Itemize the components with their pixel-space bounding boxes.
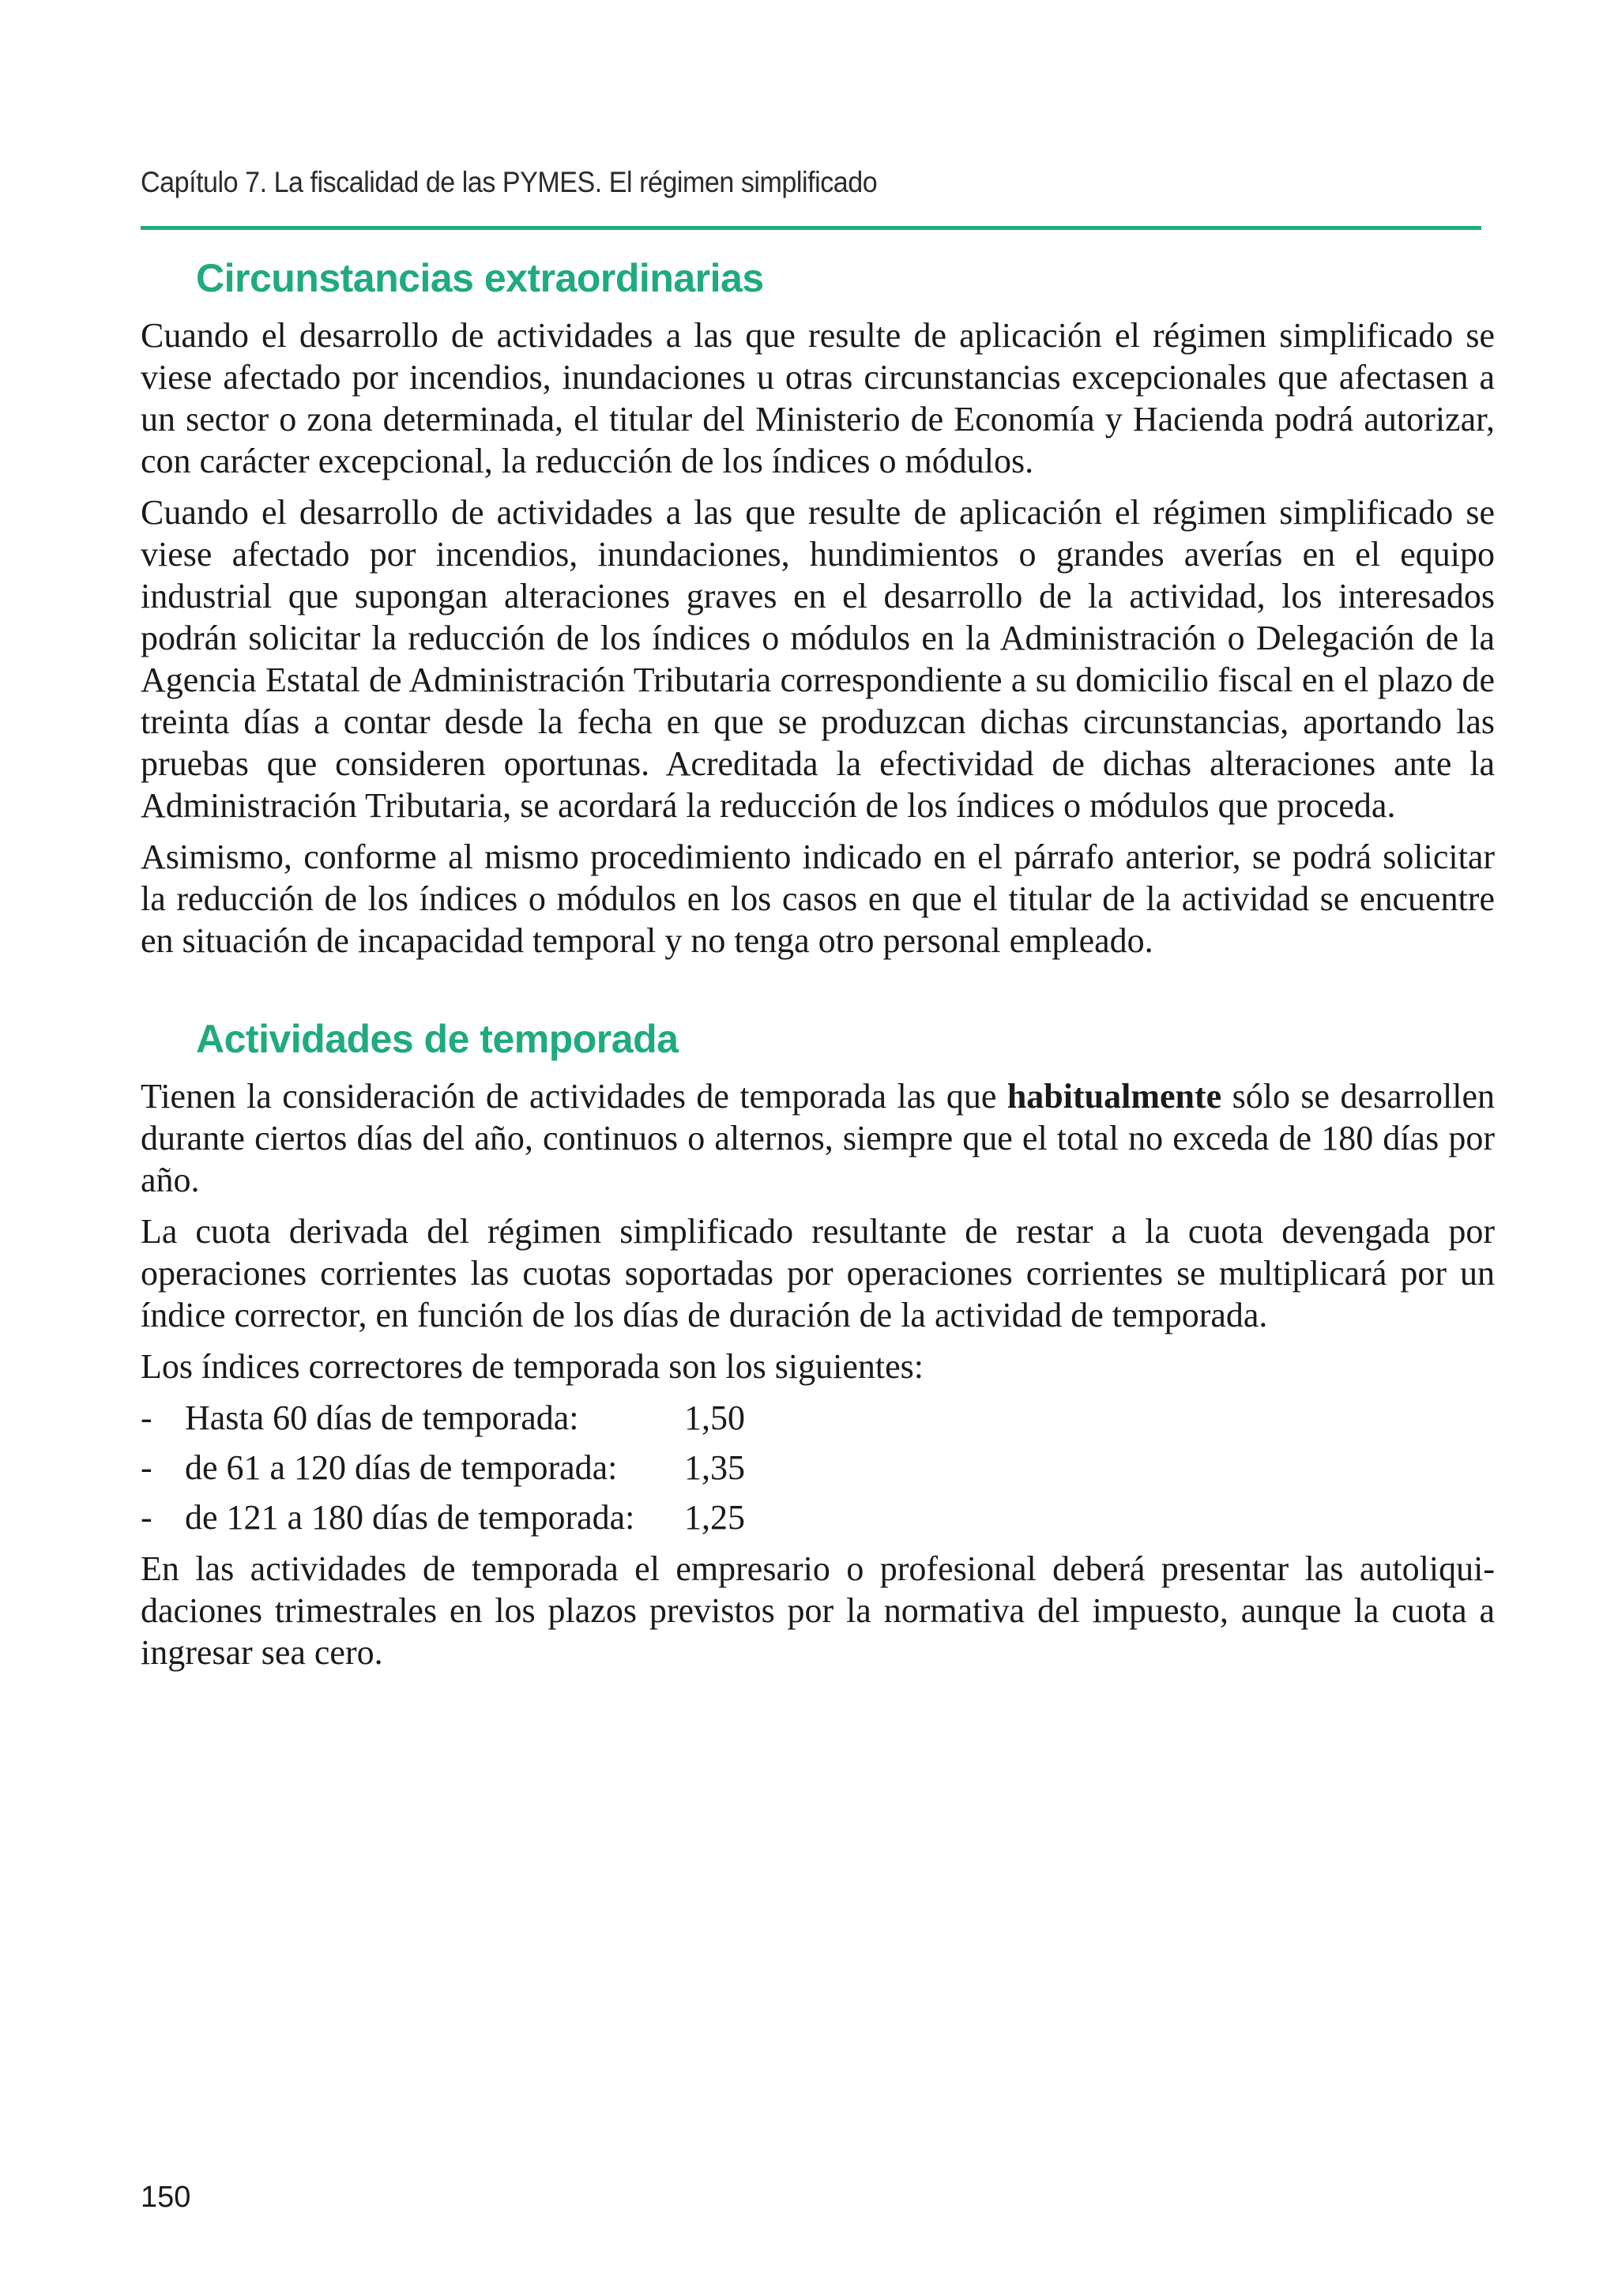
list-item — [141, 1447, 1495, 1489]
paragraph: Cuando el desarrollo de actividades a las que resulte de aplicación el régimen simplificado se viese afectado por incendios, inundaciones, hundimientos o grandes averías en el equipo industrial que supongan alteraciones graves en el desarrollo de la actividad, los interesados podrán solicitar la reducción de los índices o módulos en la Administración o Delegación de la Agencia Estatal de Administración Tributaria correspondiente a su domicilio fiscal en el plazo de treinta días a contar desde la fecha en que se produzcan dichas circunstancias, aportando las pruebas que consideren oportunas. Acreditada la efectividad de dichas alteraciones ante la Administración Tributaria, se acordará la reducción de los índices o módulos que proceda. — [141, 493, 1495, 825]
list-item-label: Hasta 60 días de temporada: — [185, 1398, 579, 1437]
list-item-value: 1,50 — [684, 1398, 745, 1437]
list-item-value: 1,35 — [684, 1448, 745, 1487]
intro-text-end: sólo se desarrollen durante ciertos días del año, continuos o alternos, siempre que el total no exceda de 180 días por año. — [141, 1077, 1495, 1199]
intro-text-start: Tienen la consideración de actividades de temporada las que — [141, 1077, 1007, 1116]
running-header: Capítulo 7. La fiscalidad de las PYMES. El régimen simplificado — [141, 166, 878, 198]
paragraph-closing: En las actividades de temporada el empresario o profesional deberá presentar las autoliquidaciones trimestrales en los plazos previstos por la normativa del impuesto, aunque la cuota a ingresar sea cero. — [141, 1549, 1495, 1672]
corrector-index-list — [141, 1397, 1495, 1538]
list-item-value: 1,25 — [684, 1498, 745, 1537]
paragraph: Cuando el desarrollo de actividades a las que resulte de aplicación el régimen simplificado se viese afectado por incendios, inundaciones u otras circunstancias excepcionales que afectasen a un sector o zona determinada, el titular del Ministerio de Economía y Hacienda podrá autorizar, con carácter excepcional, la reducción de los índices o módulos. — [141, 316, 1495, 480]
paragraph: La cuota derivada del régimen simplificado resultante de restar a la cuota devengada por operaciones corrientes las cuotas soportadas por operaciones corrientes se multiplicará por un índice corrector, en función de los días de duración de la actividad de temporada. — [141, 1212, 1495, 1334]
list-item — [141, 1397, 1495, 1439]
emphasis-word: habitualmente — [1007, 1077, 1222, 1116]
list-intro: Los índices correctores de temporada son los siguientes: — [141, 1347, 924, 1386]
header-divider — [141, 226, 1481, 230]
list-item — [141, 1496, 1495, 1538]
page-number: 150 — [141, 2181, 191, 2214]
list-dash: - — [141, 1448, 152, 1487]
section-heading-temporada: Actividades de temporada — [196, 1017, 679, 1061]
list-item-label: de 121 a 180 días de temporada: — [185, 1498, 635, 1537]
paragraph-intro — [141, 1075, 1495, 1201]
paragraph: Asimismo, conforme al mismo procedimiento indicado en el párrafo anterior, se podrá solicitar la reducción de los índices o módulos en los casos en que el titular de la actividad se encuentre en situación de incapacidad temporal y no tenga otro personal empleado. — [141, 837, 1495, 960]
list-dash: - — [141, 1498, 152, 1537]
section-heading-circunstancias: Circunstancias extraordinarias — [196, 256, 764, 300]
list-item-label: de 61 a 120 días de temporada: — [185, 1448, 618, 1487]
page-content — [141, 253, 1495, 1683]
list-dash: - — [141, 1398, 152, 1437]
